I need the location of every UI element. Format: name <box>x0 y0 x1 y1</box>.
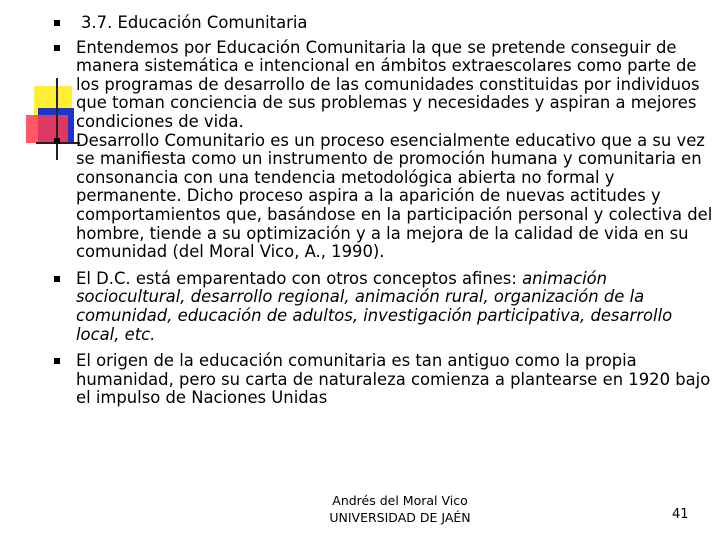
bullet-square-icon <box>54 138 60 144</box>
bullet-square-icon <box>54 358 60 364</box>
bullet-square-icon <box>54 276 60 282</box>
paragraph-related-concepts: animación sociocultural, desarrollo regional, animación rural, organización de la comunidad, educación de adultos, investigación participativa, desarrollo local, etc. <box>76 268 673 344</box>
bullet-square-icon <box>54 45 60 51</box>
footer-institution: UNIVERSIDAD DE JAÉN <box>329 510 471 525</box>
list-item-title <box>54 14 714 33</box>
paragraph-origin: El origen de la educación comunitaria es tan antiguo como la propia humanidad, pero su carta de naturaleza comienza a plantearse en 1920 bajo el impulso de Naciones Unidas <box>76 351 711 408</box>
paragraph-development: Desarrollo Comunitario es un proceso esencialmente educativo que a su vez se manifiesta como un instrumento de promoción humana y comunitaria en consonancia con una tendencia metodológica abierta no formal y permanente. Dicho proceso aspira a la aparición de nuevas actitudes y comportamientos que, basándose en la participación personal y colectiva del hombre, tiende a su optimización y a la mejora de la calidad de vida en su comunidad (del Moral Vico, A., 1990). <box>76 130 713 262</box>
list-item <box>54 39 714 132</box>
footer <box>300 492 500 526</box>
bullet-square-icon <box>54 20 60 26</box>
list-item <box>54 352 714 408</box>
paragraph-related-plain: El D.C. está emparentado con otros conceptos afines: <box>76 268 523 288</box>
slide-title: 3.7. Educación Comunitaria <box>81 13 308 32</box>
bullet-list <box>54 14 714 408</box>
page-number: 41 <box>672 507 689 522</box>
paragraph-definition: Entendemos por Educación Comunitaria la que se pretende conseguir de manera sistemática e intencional en ámbitos extraescolares como parte de los programas de desarrollo de las comunidades constituidas por individuos que toman conciencia de sus problemas y necesidades y aspiran a mejores condiciones de vida. <box>76 37 700 131</box>
list-item <box>54 270 714 344</box>
list-item <box>54 132 714 262</box>
footer-author: Andrés del Moral Vico <box>332 493 468 508</box>
